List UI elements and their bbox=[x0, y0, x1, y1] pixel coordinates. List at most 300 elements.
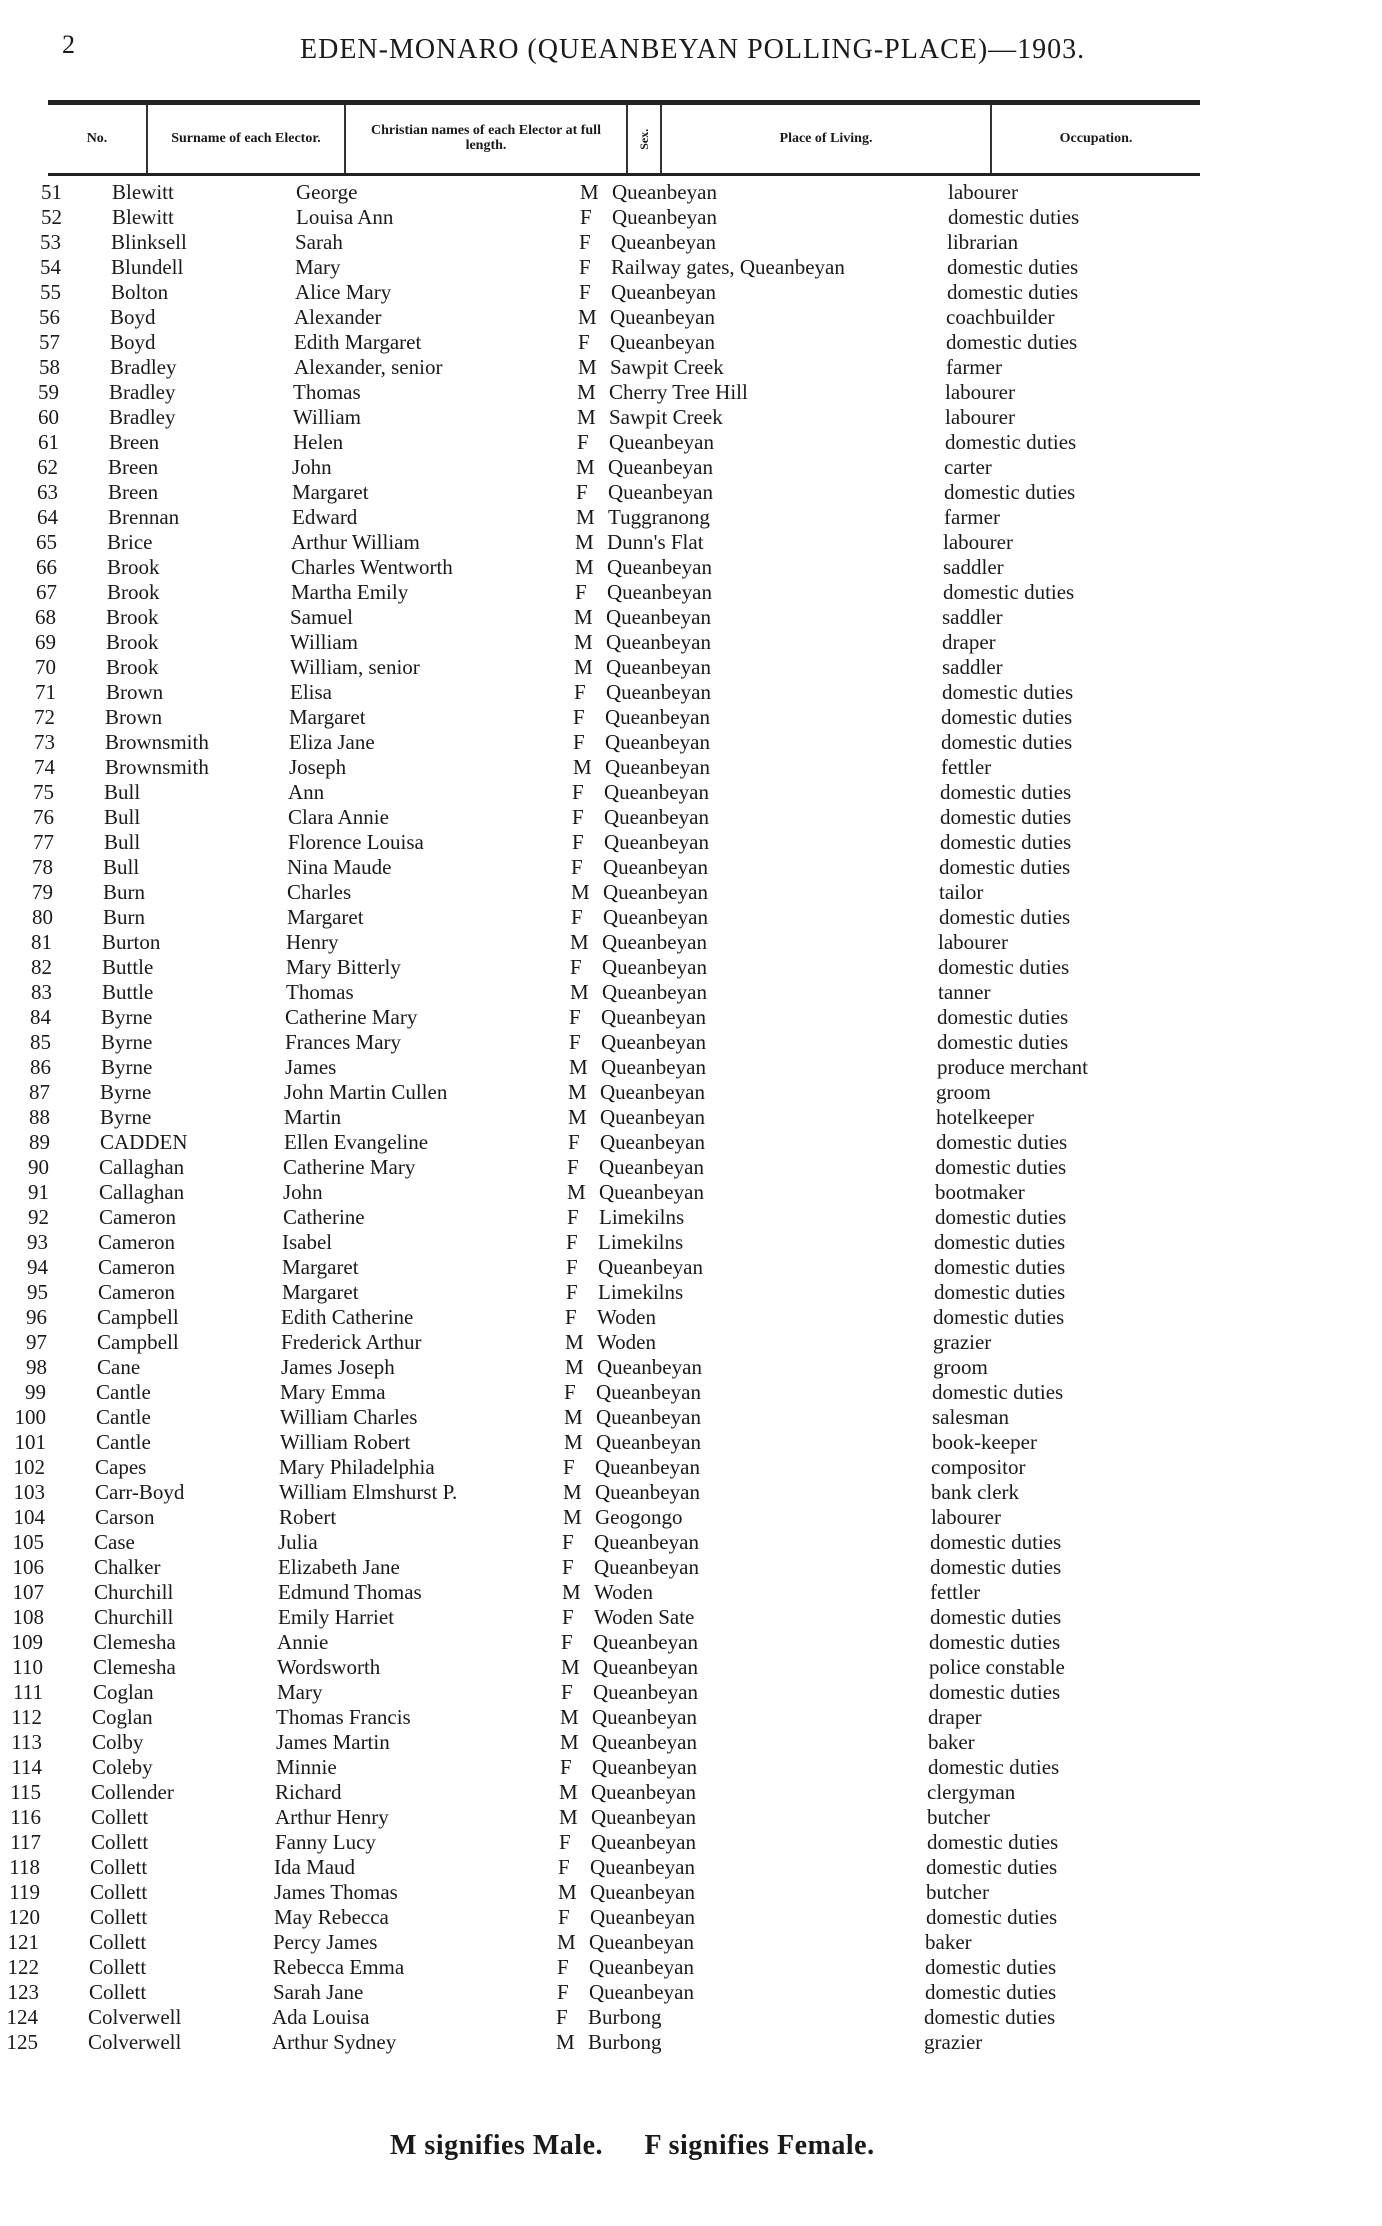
elector-place: Queanbeyan bbox=[605, 755, 710, 779]
elector-occupation: labourer bbox=[931, 1505, 1001, 1529]
table-row bbox=[0, 1380, 1382, 1405]
elector-christian-names: Edith Catherine bbox=[281, 1305, 414, 1329]
page-number: 2 bbox=[62, 30, 75, 59]
elector-surname: Breen bbox=[108, 455, 159, 479]
elector-place: Queanbeyan bbox=[595, 1480, 700, 1504]
elector-occupation: domestic duties bbox=[942, 680, 1074, 704]
elector-occupation: domestic duties bbox=[939, 855, 1071, 879]
elector-number: 104 bbox=[13, 1505, 45, 1529]
elector-surname: Brook bbox=[106, 655, 159, 679]
table-row bbox=[0, 955, 1382, 980]
elector-occupation: labourer bbox=[948, 180, 1018, 204]
elector-number: 80 bbox=[32, 905, 53, 929]
elector-christian-names: Fanny Lucy bbox=[275, 1830, 376, 1854]
elector-surname: Collett bbox=[90, 1905, 148, 1929]
elector-occupation: domestic duties bbox=[928, 1755, 1060, 1779]
elector-sex: F bbox=[562, 1555, 574, 1579]
elector-surname: Breen bbox=[108, 480, 159, 504]
elector-number: 74 bbox=[34, 755, 55, 779]
elector-surname: Colby bbox=[92, 1730, 144, 1754]
elector-number: 54 bbox=[40, 255, 61, 279]
elector-place: Queanbeyan bbox=[609, 430, 714, 454]
elector-occupation: domestic duties bbox=[934, 1230, 1066, 1254]
elector-number: 66 bbox=[36, 555, 57, 579]
elector-sex: M bbox=[559, 1805, 578, 1829]
elector-number: 68 bbox=[35, 605, 56, 629]
elector-place: Queanbeyan bbox=[592, 1730, 697, 1754]
elector-surname: Byrne bbox=[101, 1030, 153, 1054]
elector-occupation: book-keeper bbox=[932, 1430, 1037, 1454]
elector-sex: M bbox=[576, 455, 595, 479]
elector-place: Queanbeyan bbox=[596, 1380, 701, 1404]
elector-occupation: domestic duties bbox=[930, 1605, 1062, 1629]
elector-christian-names: John bbox=[283, 1180, 323, 1204]
table-row bbox=[0, 2030, 1382, 2055]
elector-number: 89 bbox=[29, 1130, 50, 1154]
elector-number: 86 bbox=[30, 1055, 51, 1079]
elector-christian-names: Robert bbox=[279, 1505, 337, 1529]
elector-sex: F bbox=[578, 330, 590, 354]
elector-occupation: bootmaker bbox=[935, 1180, 1025, 1204]
elector-number: 62 bbox=[37, 455, 58, 479]
elector-christian-names: Nina Maude bbox=[287, 855, 392, 879]
elector-number: 76 bbox=[33, 805, 54, 829]
header-occupation: Occupation. bbox=[1059, 130, 1133, 146]
elector-occupation: domestic duties bbox=[935, 1155, 1067, 1179]
elector-number: 108 bbox=[12, 1605, 44, 1629]
table-row bbox=[0, 230, 1382, 255]
elector-occupation: salesman bbox=[932, 1405, 1009, 1429]
table-row bbox=[0, 1155, 1382, 1180]
table-row bbox=[0, 1655, 1382, 1680]
elector-occupation: hotelkeeper bbox=[936, 1105, 1034, 1129]
elector-place: Queanbeyan bbox=[601, 1030, 706, 1054]
elector-christian-names: Elizabeth Jane bbox=[278, 1555, 400, 1579]
elector-sex: M bbox=[560, 1730, 579, 1754]
elector-place: Queanbeyan bbox=[591, 1780, 696, 1804]
elector-christian-names: Mary Bitterly bbox=[286, 955, 401, 979]
elector-occupation: groom bbox=[936, 1080, 991, 1104]
elector-sex: M bbox=[564, 1405, 583, 1429]
elector-surname: Collett bbox=[91, 1830, 149, 1854]
elector-sex: M bbox=[564, 1430, 583, 1454]
table-row bbox=[0, 1130, 1382, 1155]
elector-christian-names: Mary bbox=[277, 1680, 323, 1704]
elector-sex: M bbox=[570, 980, 589, 1004]
elector-surname: Byrne bbox=[101, 1055, 153, 1079]
elector-surname: Carr-Boyd bbox=[95, 1480, 185, 1504]
elector-sex: M bbox=[560, 1705, 579, 1729]
elector-christian-names: James Martin bbox=[276, 1730, 390, 1754]
elector-christian-names: Elisa bbox=[290, 680, 332, 704]
elector-surname: Blinksell bbox=[111, 230, 187, 254]
elector-sex: F bbox=[557, 1955, 569, 1979]
elector-place: Burbong bbox=[588, 2005, 662, 2029]
elector-christian-names: Ida Maud bbox=[274, 1855, 356, 1879]
elector-place: Queanbeyan bbox=[590, 1855, 695, 1879]
elector-number: 96 bbox=[26, 1305, 47, 1329]
header-place: Place of Living. bbox=[662, 105, 992, 173]
table-row bbox=[0, 1930, 1382, 1955]
table-row bbox=[0, 1280, 1382, 1305]
elector-place: Queanbeyan bbox=[606, 680, 711, 704]
elector-surname: Cameron bbox=[98, 1230, 175, 1254]
elector-sex: M bbox=[556, 2030, 575, 2054]
elector-surname: Cane bbox=[97, 1355, 141, 1379]
elector-christian-names: Martin bbox=[284, 1105, 342, 1129]
elector-sex: F bbox=[579, 230, 591, 254]
elector-occupation: domestic duties bbox=[939, 905, 1071, 929]
table-row bbox=[0, 630, 1382, 655]
table-row bbox=[0, 180, 1382, 205]
footnote bbox=[390, 2130, 909, 2162]
elector-surname: Byrne bbox=[100, 1080, 152, 1104]
elector-sex: F bbox=[577, 430, 589, 454]
elector-number: 111 bbox=[13, 1680, 43, 1704]
elector-place: Queanbeyan bbox=[603, 880, 708, 904]
elector-occupation: butcher bbox=[926, 1880, 989, 1904]
elector-surname: Collett bbox=[89, 1980, 147, 2004]
table-row bbox=[0, 330, 1382, 355]
elector-christian-names: William bbox=[290, 630, 358, 654]
elector-place: Queanbeyan bbox=[612, 180, 717, 204]
elector-surname: Cantle bbox=[96, 1430, 151, 1454]
elector-place: Queanbeyan bbox=[605, 730, 710, 754]
table-row bbox=[0, 730, 1382, 755]
elector-surname: Campbell bbox=[97, 1305, 179, 1329]
elector-place: Queanbeyan bbox=[589, 1955, 694, 1979]
elector-christian-names: Frederick Arthur bbox=[281, 1330, 422, 1354]
elector-surname: Boyd bbox=[110, 330, 156, 354]
elector-surname: Byrne bbox=[100, 1105, 152, 1129]
elector-sex: F bbox=[573, 730, 585, 754]
elector-occupation: coachbuilder bbox=[946, 305, 1055, 329]
elector-occupation: butcher bbox=[927, 1805, 990, 1829]
elector-sex: F bbox=[576, 480, 588, 504]
elector-occupation: domestic duties bbox=[932, 1380, 1064, 1404]
elector-occupation: tanner bbox=[938, 980, 991, 1004]
elector-christian-names: James Thomas bbox=[274, 1880, 398, 1904]
elector-occupation: domestic duties bbox=[946, 330, 1078, 354]
elector-surname: Bull bbox=[103, 855, 140, 879]
elector-christian-names: Clara Annie bbox=[288, 805, 389, 829]
elector-occupation: domestic duties bbox=[929, 1680, 1061, 1704]
table-row bbox=[0, 805, 1382, 830]
elector-occupation: bank clerk bbox=[931, 1480, 1020, 1504]
elector-number: 75 bbox=[33, 780, 54, 804]
elector-number: 60 bbox=[38, 405, 59, 429]
elector-surname: Buttle bbox=[102, 980, 154, 1004]
elector-number: 112 bbox=[11, 1705, 42, 1729]
elector-surname: Brook bbox=[107, 555, 160, 579]
elector-number: 81 bbox=[31, 930, 52, 954]
elector-christian-names: Richard bbox=[275, 1780, 342, 1804]
elector-surname: Brown bbox=[105, 705, 163, 729]
elector-occupation: fettler bbox=[941, 755, 992, 779]
table-row bbox=[0, 1955, 1382, 1980]
elector-number: 93 bbox=[27, 1230, 48, 1254]
table-row bbox=[0, 1480, 1382, 1505]
elector-place: Queanbeyan bbox=[604, 780, 709, 804]
elector-occupation: domestic duties bbox=[938, 955, 1070, 979]
elector-christian-names: James Joseph bbox=[281, 1355, 395, 1379]
elector-surname: Clemesha bbox=[93, 1655, 176, 1679]
table-row bbox=[0, 1755, 1382, 1780]
elector-number: 52 bbox=[41, 205, 62, 229]
elector-occupation: domestic duties bbox=[933, 1305, 1065, 1329]
elector-surname: Carson bbox=[95, 1505, 155, 1529]
elector-surname: Brook bbox=[107, 580, 160, 604]
elector-surname: Burn bbox=[103, 905, 145, 929]
elector-sex: M bbox=[577, 380, 596, 404]
elector-number: 94 bbox=[27, 1255, 48, 1279]
elector-surname: Brownsmith bbox=[105, 730, 209, 754]
elector-occupation: saddler bbox=[942, 605, 1003, 629]
elector-occupation: labourer bbox=[943, 530, 1013, 554]
elector-sex: F bbox=[569, 1005, 581, 1029]
table-row bbox=[0, 1180, 1382, 1205]
elector-christian-names: Ada Louisa bbox=[272, 2005, 370, 2029]
elector-christian-names: Alexander, senior bbox=[294, 355, 443, 379]
elector-number: 97 bbox=[26, 1330, 47, 1354]
elector-sex: M bbox=[571, 880, 590, 904]
elector-place: Limekilns bbox=[598, 1280, 684, 1304]
header-sex-label: Sex. bbox=[636, 128, 651, 150]
elector-number: 71 bbox=[35, 680, 56, 704]
elector-sex: M bbox=[575, 555, 594, 579]
elector-sex: F bbox=[572, 780, 584, 804]
table-row bbox=[0, 255, 1382, 280]
elector-occupation: domestic duties bbox=[925, 1980, 1057, 2004]
elector-christian-names: Ann bbox=[288, 780, 325, 804]
elector-christian-names: Mary bbox=[295, 255, 341, 279]
elector-occupation: farmer bbox=[946, 355, 1002, 379]
table-row bbox=[0, 980, 1382, 1005]
table-row bbox=[0, 1030, 1382, 1055]
elector-surname: Bull bbox=[104, 830, 141, 854]
elector-occupation: domestic duties bbox=[930, 1530, 1062, 1554]
table-row bbox=[0, 1830, 1382, 1855]
elector-number: 72 bbox=[34, 705, 55, 729]
elector-christian-names: Charles Wentworth bbox=[291, 555, 453, 579]
elector-surname: Bradley bbox=[110, 355, 177, 379]
elector-place: Queanbeyan bbox=[603, 855, 708, 879]
elector-place: Burbong bbox=[588, 2030, 662, 2054]
elector-sex: M bbox=[565, 1355, 584, 1379]
elector-place: Queanbeyan bbox=[602, 955, 707, 979]
elector-sex: M bbox=[567, 1180, 586, 1204]
elector-christian-names: Edward bbox=[292, 505, 358, 529]
elector-christian-names: Arthur Henry bbox=[275, 1805, 389, 1829]
elector-christian-names: James bbox=[285, 1055, 337, 1079]
elector-place: Queanbeyan bbox=[611, 230, 716, 254]
elector-surname: Breen bbox=[109, 430, 160, 454]
table-row bbox=[0, 355, 1382, 380]
elector-place: Queanbeyan bbox=[593, 1655, 698, 1679]
elector-number: 100 bbox=[14, 1405, 46, 1429]
elector-occupation: domestic duties bbox=[927, 1830, 1059, 1854]
elector-occupation: domestic duties bbox=[936, 1130, 1068, 1154]
table-row bbox=[0, 1905, 1382, 1930]
elector-occupation: domestic duties bbox=[947, 255, 1079, 279]
elector-surname: Churchill bbox=[94, 1605, 174, 1629]
elector-christian-names: Louisa Ann bbox=[296, 205, 394, 229]
elector-surname: Cantle bbox=[96, 1380, 151, 1404]
table-row bbox=[0, 305, 1382, 330]
footnote-male: M signifies Male. bbox=[390, 2130, 604, 2161]
elector-sex: F bbox=[563, 1455, 575, 1479]
elector-christian-names: Percy James bbox=[273, 1930, 378, 1954]
elector-occupation: grazier bbox=[933, 1330, 992, 1354]
elector-surname: Blewitt bbox=[112, 180, 174, 204]
elector-number: 119 bbox=[9, 1880, 40, 1904]
elector-surname: Brook bbox=[106, 630, 159, 654]
elector-sex: M bbox=[578, 355, 597, 379]
elector-christian-names: Thomas bbox=[293, 380, 361, 404]
elector-place: Queanbeyan bbox=[606, 605, 711, 629]
elector-place: Dunn's Flat bbox=[607, 530, 704, 554]
elector-number: 83 bbox=[31, 980, 52, 1004]
elector-occupation: domestic duties bbox=[941, 705, 1073, 729]
elector-occupation: domestic duties bbox=[943, 580, 1075, 604]
elector-place: Queanbeyan bbox=[594, 1555, 699, 1579]
elector-place: Queanbeyan bbox=[594, 1530, 699, 1554]
elector-sex: F bbox=[564, 1380, 576, 1404]
elector-sex: F bbox=[565, 1305, 577, 1329]
elector-christian-names: Florence Louisa bbox=[288, 830, 424, 854]
table-row bbox=[0, 605, 1382, 630]
table-row bbox=[0, 1730, 1382, 1755]
elector-christian-names: Ellen Evangeline bbox=[284, 1130, 429, 1154]
table-row bbox=[0, 655, 1382, 680]
elector-surname: Collett bbox=[89, 1955, 147, 1979]
elector-sex: M bbox=[574, 605, 593, 629]
elector-surname: Cameron bbox=[98, 1280, 175, 1304]
table-header bbox=[48, 100, 1200, 176]
elector-sex: M bbox=[565, 1330, 584, 1354]
elector-christian-names: Henry bbox=[286, 930, 339, 954]
elector-surname: CADDEN bbox=[100, 1130, 188, 1154]
elector-place: Queanbeyan bbox=[606, 655, 711, 679]
elector-christian-names: William Elmshurst P. bbox=[279, 1480, 458, 1504]
elector-number: 118 bbox=[9, 1855, 40, 1879]
elector-sex: M bbox=[563, 1505, 582, 1529]
header-surname: Surname of each Elector. bbox=[148, 105, 346, 173]
elector-christian-names: Annie bbox=[277, 1630, 329, 1654]
elector-sex: F bbox=[568, 1130, 580, 1154]
elector-occupation: domestic duties bbox=[930, 1555, 1062, 1579]
elector-sex: M bbox=[575, 530, 594, 554]
table-row bbox=[0, 530, 1382, 555]
elector-occupation: domestic duties bbox=[941, 730, 1073, 754]
table-row bbox=[0, 1055, 1382, 1080]
elector-surname: Brice bbox=[107, 530, 153, 554]
elector-sex: M bbox=[569, 1055, 588, 1079]
elector-occupation: domestic duties bbox=[924, 2005, 1056, 2029]
elector-surname: Capes bbox=[95, 1455, 147, 1479]
elector-sex: F bbox=[566, 1280, 578, 1304]
elector-occupation: labourer bbox=[945, 380, 1015, 404]
table-row bbox=[0, 1455, 1382, 1480]
elector-surname: Callaghan bbox=[99, 1180, 185, 1204]
table-row bbox=[0, 1580, 1382, 1605]
elector-surname: Bolton bbox=[111, 280, 169, 304]
footnote-female: F signifies Female. bbox=[644, 2130, 875, 2161]
elector-surname: Brennan bbox=[108, 505, 180, 529]
elector-number: 106 bbox=[12, 1555, 44, 1579]
page-title: EDEN-MONARO (QUEANBEYAN POLLING-PLACE)—1903. bbox=[300, 34, 1086, 65]
elector-place: Queanbeyan bbox=[605, 705, 710, 729]
elector-occupation: fettler bbox=[930, 1580, 981, 1604]
elector-place: Queanbeyan bbox=[595, 1455, 700, 1479]
elector-number: 55 bbox=[40, 280, 61, 304]
elector-christian-names: Frances Mary bbox=[285, 1030, 402, 1054]
elector-christian-names: Helen bbox=[293, 430, 344, 454]
elector-number: 114 bbox=[11, 1755, 42, 1779]
table-row bbox=[0, 1230, 1382, 1255]
elector-sex: F bbox=[566, 1255, 578, 1279]
elector-place: Queanbeyan bbox=[590, 1905, 695, 1929]
elector-place: Queanbeyan bbox=[612, 205, 717, 229]
elector-surname: Blundell bbox=[111, 255, 184, 279]
elector-surname: Collett bbox=[90, 1855, 148, 1879]
elector-surname: Campbell bbox=[97, 1330, 179, 1354]
elector-number: 105 bbox=[12, 1530, 44, 1554]
elector-number: 56 bbox=[39, 305, 60, 329]
elector-surname: Colverwell bbox=[88, 2030, 182, 2054]
elector-surname: Collender bbox=[91, 1780, 174, 1804]
elector-sex: M bbox=[562, 1580, 581, 1604]
elector-number: 84 bbox=[30, 1005, 51, 1029]
table-row bbox=[0, 755, 1382, 780]
table-row bbox=[0, 1705, 1382, 1730]
elector-surname: Blewitt bbox=[112, 205, 174, 229]
elector-place: Queanbeyan bbox=[599, 1155, 704, 1179]
elector-sex: F bbox=[558, 1855, 570, 1879]
table-row bbox=[0, 1430, 1382, 1455]
elector-sex: F bbox=[572, 830, 584, 854]
elector-place: Queanbeyan bbox=[601, 1005, 706, 1029]
elector-occupation: domestic duties bbox=[935, 1205, 1067, 1229]
elector-sex: F bbox=[571, 855, 583, 879]
table-row bbox=[0, 480, 1382, 505]
elector-number: 124 bbox=[6, 2005, 38, 2029]
elector-number: 79 bbox=[32, 880, 53, 904]
elector-christian-names: Alice Mary bbox=[295, 280, 392, 304]
elector-number: 107 bbox=[12, 1580, 44, 1604]
elector-number: 110 bbox=[12, 1655, 43, 1679]
elector-number: 116 bbox=[10, 1805, 41, 1829]
elector-place: Queanbeyan bbox=[600, 1080, 705, 1104]
elector-sex: M bbox=[568, 1105, 587, 1129]
table-row bbox=[0, 1105, 1382, 1130]
table-row bbox=[0, 1355, 1382, 1380]
elector-sex: F bbox=[569, 1030, 581, 1054]
elector-number: 109 bbox=[11, 1630, 43, 1654]
elector-number: 90 bbox=[28, 1155, 49, 1179]
table-row bbox=[0, 905, 1382, 930]
table-row bbox=[0, 205, 1382, 230]
elector-place: Queanbeyan bbox=[607, 555, 712, 579]
elector-sex: M bbox=[563, 1480, 582, 1504]
elector-occupation: draper bbox=[942, 630, 996, 654]
elector-place: Queanbeyan bbox=[597, 1355, 702, 1379]
elector-surname: Clemesha bbox=[93, 1630, 176, 1654]
elector-christian-names: Catherine bbox=[283, 1205, 365, 1229]
elector-place: Queanbeyan bbox=[610, 330, 715, 354]
table-row bbox=[0, 680, 1382, 705]
elector-number: 77 bbox=[33, 830, 54, 854]
